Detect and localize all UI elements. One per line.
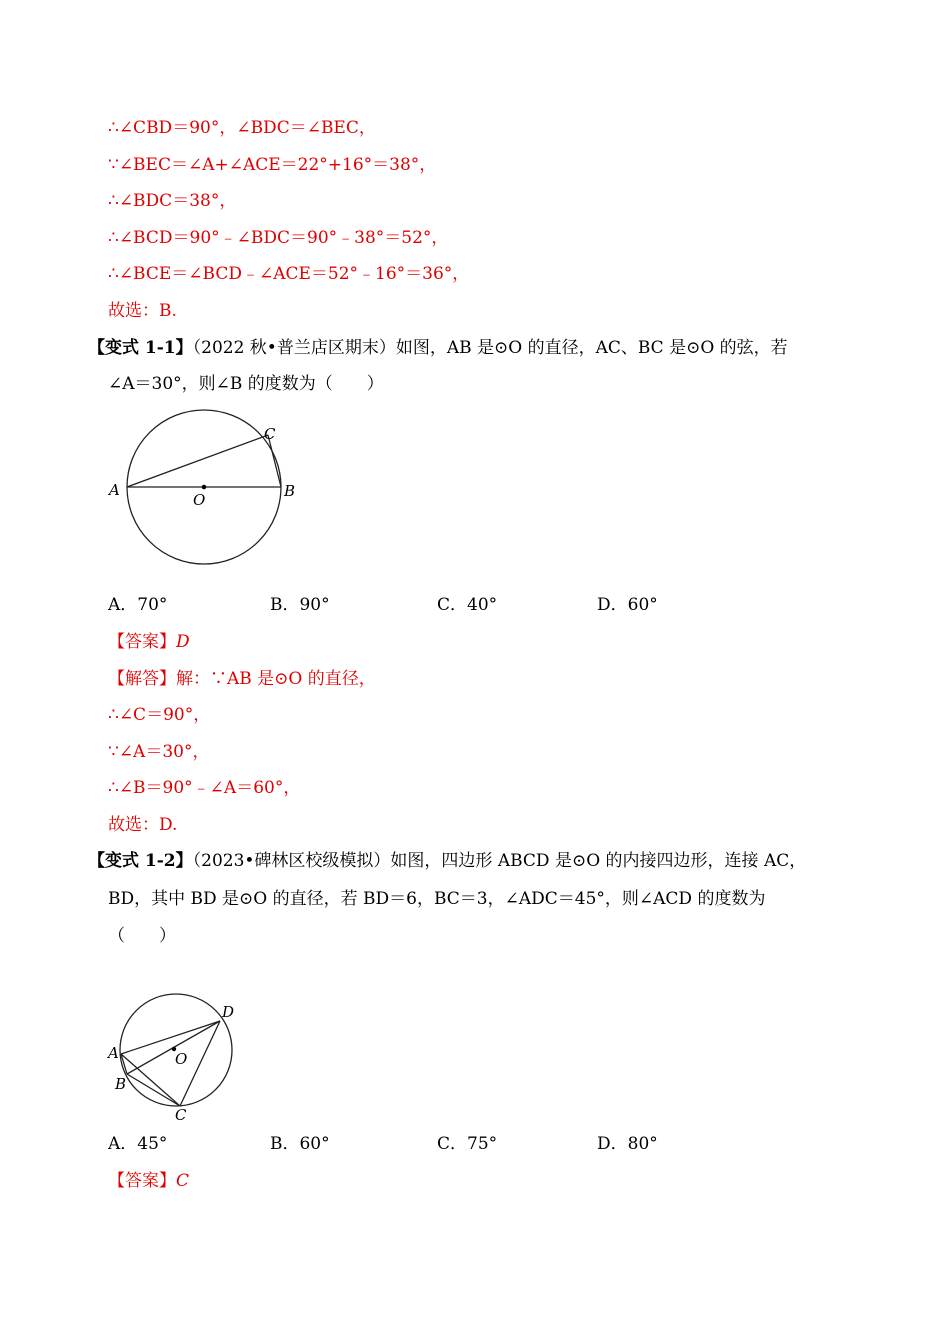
question-1-2 <box>88 849 806 873</box>
solution-line: ∴∠BCE＝∠BCD﹣∠ACE＝52°﹣16°＝36°， <box>108 264 470 284</box>
solution-text: 解：∵AB 是⊙O 的直径， <box>176 669 376 689</box>
option-a: A．45° <box>108 1134 168 1154</box>
solution-line <box>108 667 376 691</box>
circle-figure-2 <box>100 990 250 1125</box>
option-c: C．75° <box>437 1134 498 1154</box>
solution-line: ∴∠BCD＝90°﹣∠BDC＝90°﹣38°＝52°， <box>108 228 449 248</box>
question-text: （2022 秋•普兰店区期末）如图，AB 是⊙O 的直径，AC、BC 是⊙O 的弦，若 <box>192 338 788 358</box>
option-d: D．80° <box>597 1134 658 1154</box>
question-1-1 <box>88 336 788 360</box>
solution-choice: 故选：D. <box>108 815 178 835</box>
label-c: C <box>175 1106 187 1124</box>
option-b: B．90° <box>270 595 330 615</box>
solution-tag: 【解答】 <box>108 669 176 689</box>
circle-figure-1 <box>100 400 310 570</box>
solution-line: ∴∠B＝90°﹣∠A＝60°， <box>108 778 301 798</box>
label-a: A <box>108 1044 119 1062</box>
answer-value: C <box>176 1171 190 1191</box>
option-c: C．40° <box>437 595 498 615</box>
diagonal-ac <box>121 1054 180 1106</box>
variant-tag: 【变式 1-1】 <box>88 338 193 358</box>
solution-line: ∴∠CBD＝90°，∠BDC＝∠BEC， <box>108 118 376 138</box>
question-text-cont: （ ） <box>108 926 176 946</box>
solution-choice: 故选：B. <box>108 301 177 321</box>
solution-line: ∵∠A＝30°， <box>108 742 210 762</box>
option-b: B．60° <box>270 1134 330 1154</box>
answer-value: D <box>176 632 190 652</box>
answer-line <box>108 630 190 654</box>
solution-line: ∴∠BDC＝38°， <box>108 191 237 211</box>
option-d: D．60° <box>597 595 658 615</box>
label-a: A <box>109 481 120 499</box>
answer-tag: 【答案】 <box>108 1171 176 1191</box>
center-point <box>202 485 207 490</box>
chord-ac <box>127 435 268 487</box>
solution-line: ∵∠BEC＝∠A+∠ACE＝22°+16°＝38°， <box>108 155 437 175</box>
label-d: D <box>222 1003 235 1021</box>
label-o: O <box>175 1050 188 1068</box>
label-o: O <box>193 491 206 509</box>
question-text-cont: ∠A＝30°，则∠B 的度数为（ ） <box>108 374 384 394</box>
question-text: （2023•碑林区校级模拟）如图，四边形 ABCD 是⊙O 的内接四边形，连接 AC， <box>192 851 807 871</box>
label-b: B <box>115 1075 127 1093</box>
question-text-cont: BD，其中 BD 是⊙O 的直径，若 BD＝6，BC＝3，∠ADC＝45°，则∠ACD 的度数为 <box>108 889 766 909</box>
variant-tag: 【变式 1-2】 <box>88 851 193 871</box>
label-c: C <box>264 425 276 443</box>
answer-line <box>108 1169 189 1193</box>
option-a: A．70° <box>108 595 168 615</box>
label-b: B <box>284 482 296 500</box>
answer-tag: 【答案】 <box>108 632 176 652</box>
solution-line: ∴∠C＝90°， <box>108 705 211 725</box>
